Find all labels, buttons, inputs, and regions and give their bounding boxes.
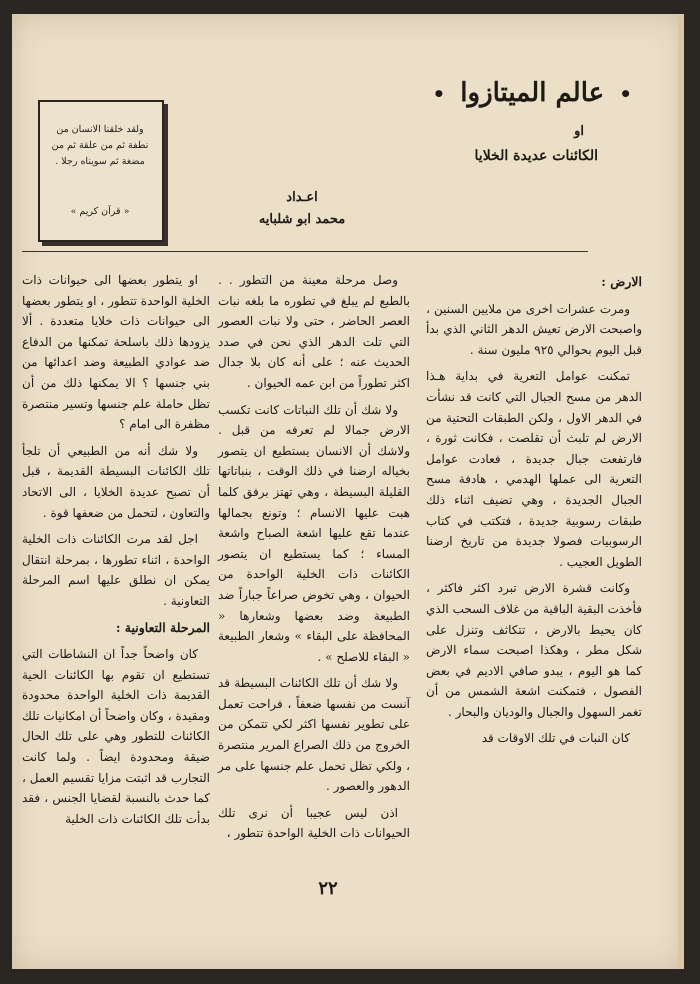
paragraph: اجل لقد مرت الكائنات ذات الخلية الواحدة ، اثناء تطورها ، بمرحلة انتقال يمكن ان نطلق عليها اسم المرحلة التعاونية .: [22, 532, 210, 608]
column-middle: [218, 270, 410, 850]
title-bullet-right: •: [619, 82, 632, 106]
paragraph: ولا شك أنه من الطبيعي أن تلجأ تلك الكائنات البسيطة القديمة ، قبل أن تصبح عديدة الخلايا ، الى الاتحاد والتعاون ، لتحمل من ضعفها قوة .: [22, 443, 210, 520]
column-left: [22, 270, 210, 835]
page-edge: [678, 14, 684, 969]
quote-source: « قرآن كريم »: [70, 206, 130, 217]
paragraph: او يتطور بعضها الى حيوانات ذات الخلية الواحدة تتطور ، او يتطور بعضها الى حيوانات ذات خلايا متعددة . ألا يزودها ذلك باسلحة تمكنها من الدفاع ضد عوادي الطبيعة وضد اعدائها من بني جنسها ؟ الا يمكنها ذلك من أن تظل حاملة علم جنسها وتسير منتصرة مظفرة الى امام ؟: [22, 273, 210, 432]
quote-box: [38, 100, 164, 242]
paragraph: ومرت عشرات اخرى من ملايين السنين ، واصبحت الارض تعيش الدهر الثاني الذي بدأ قبل اليوم بحوالي ٩٢٥ مليون سنة .: [426, 301, 642, 357]
section-heading-cooperative-stage: المرحلة التعاونية :: [115, 619, 210, 635]
quote-text: ولقد خلقنا الانسان من نطفة ثم من علقة ثم من مضغة ثم سويناه رجلا .: [51, 124, 149, 167]
article-subtitle: الكائنات عديدة الخلايا: [474, 148, 598, 164]
paragraph: وكانت قشرة الارض تبرد اكثر فاكثر ، فأخذت البقية الباقية من غلاف السحب الذي كان يحيط بالارض ، تتكاثف وتنزل على شكل مطر ، وهكذا اصبحت سماء الارض كما هو اليوم ، يبدو صافي الاديم في بعض الفصول ، فتمكنت اشعة الشمس من أن تغمر السهول والجبال والوديان والبحار .: [426, 581, 642, 719]
paragraph: اذن ليس عجيبا أن نرى تلك الحيوانات ذات الخلية الواحدة تتطور ،: [218, 805, 410, 841]
title-or: او: [574, 124, 584, 139]
paragraph: وصل مرحلة معينة من التطور . . بالطبع لم يبلغ في تطوره ما بلغه نبات العصر الحاضر ، حتى ولا نبات العصور التي تلت الدهر الذي نحن في صدد الحديث عنه ؛ على أنه كان بلا جدال اكثر تطوراً من ابن عمه الحيوان .: [218, 273, 410, 390]
section-heading-earth: الارض :: [601, 274, 642, 289]
magazine-page: [12, 14, 684, 969]
paragraph: كان واضحاً جداً ان النشاطات التي تستطيع ان تقوم بها الكائنات الحية القديمة ذات الخلية الواحدة محدودة ومقيدة ، وكان واضحاً أن امكانيات تلك الكائنات للتطور وهي على تلك الحال ضيقة ومحدودة ايضاً . ولما كانت التجارب قد اثبتت مزايا تقسيم العمل ، كما حدث بالنسبة لقضايا الجنس ، فقد بدأت تلك الكائنات ذات الخلية: [22, 647, 210, 826]
title-bullet-left: •: [432, 82, 446, 106]
author-label: اعـداد: [286, 190, 318, 205]
paragraph: كان النبات في تلك الاوقات قد: [481, 731, 630, 746]
author-name: محمد ابو شلبايه: [258, 212, 346, 227]
paragraph: ولا شك أن تلك النباتات كانت تكسب الارض جمالا لم تعرفه من قبل . ولاشك أن الانسان يستطيع ان يتصور بخياله ارضنا في ذلك الوقت ، بنباتاتها القليلة البسيطة ، وهي تهتز برفق كلما هبت عليها الانسام ؛ وتونع بجمالها عندما تقع عليها اشعة الصباح واشعة المساء ؛ كما يستطيع ان يتصور الكائنات ذات الخلية الواحدة من الحيوان ، وهي تخوض صراعاً جباراً ضد الطبيعة وضد بعضها وشعارها « المحافظة على البقاء » وشعار الطبيعة « البقاء للاصلح » .: [218, 402, 410, 664]
paragraph: ولا شك أن تلك الكائنات البسيطة قد آنست من نفسها ضعفاً ، فراحت تعمل على تطوير نفسها اكثر لكي تتمكن من الخروج من ذلك الصراع المرير منتصرة ، ولكي تظل تحمل علم جنسها على مر الدهور والعصور .: [218, 676, 410, 794]
paragraph: تمكنت عوامل التعرية في بداية هـذا الدهر من مسح الجبال التي كانت قد نشأت في الدهر الاول ، ولكن الطبقات التحتية من الارض لم تلبث أن تقلصت ، فكانت ثورة ، فارتفعت جبال جديدة ، فعادت عوامل التعرية الى عملها الهدمي ، هادفة مسح الجبال الجديدة ، وهي تضيف اثناء ذلك طبقات رسوبية جديدة ، فتكتب في كتاب الرسوبيات فصولا جديدة من تاريخ ارضنا الطويل العجيب .: [426, 369, 642, 569]
page-number: ٢٢: [318, 878, 338, 899]
column-right: [426, 270, 642, 755]
header-divider: [22, 251, 588, 252]
article-title-text: عالم الميتازوا: [460, 78, 605, 108]
article-title: [298, 78, 638, 108]
